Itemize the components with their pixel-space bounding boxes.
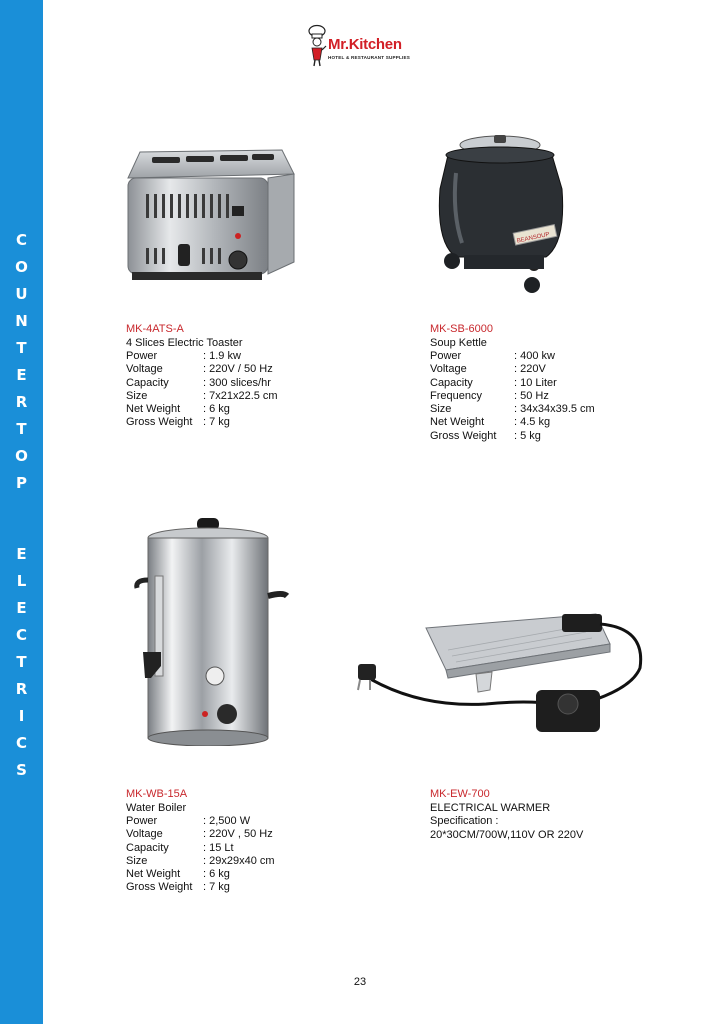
page-number: 23 — [353, 976, 367, 988]
spec-value: : 220V , 50 Hz — [203, 828, 273, 841]
spec-value: : 6 kg — [203, 868, 230, 881]
sidebar-letter: R — [15, 680, 28, 698]
spec-value: : 400 kw — [514, 350, 555, 362]
spec-label: Power — [126, 350, 158, 362]
spec-row — [126, 855, 275, 868]
spec-row — [126, 363, 278, 376]
sidebar-letter: R — [15, 393, 28, 411]
spec-label: Voltage — [126, 828, 163, 841]
spec-label: Gross Weight — [126, 881, 193, 894]
spec-value: : 7 kg — [203, 881, 230, 894]
spec-value: : 5 kg — [514, 429, 541, 442]
sidebar-letter: S — [16, 761, 27, 779]
sidebar-letter: P — [16, 474, 27, 492]
spec-table — [126, 350, 278, 430]
spec-row — [126, 416, 278, 429]
spec-label: Capacity — [430, 376, 473, 389]
spec-label: Power — [430, 350, 462, 362]
sidebar-letter: L — [16, 572, 27, 590]
spec-row — [430, 350, 595, 363]
product-electrical-warmer — [430, 788, 583, 842]
spec-label: Size — [126, 854, 148, 867]
spec-row — [430, 416, 595, 429]
spec-value: : 1.9 kw — [203, 350, 241, 362]
sidebar-letter: C — [15, 231, 27, 249]
sidebar-letter: O — [15, 447, 28, 465]
product-code: MK-SB-6000 — [430, 323, 493, 335]
spec-label: Size — [430, 403, 452, 416]
spec-value: : 4.5 kg — [514, 416, 551, 429]
spec-row — [126, 350, 278, 363]
brand-logo — [306, 24, 416, 68]
product-toaster — [126, 323, 278, 430]
logo-wordmark: Mr.Kitchen — [328, 36, 402, 53]
sidebar-letter: O — [15, 258, 28, 276]
toaster-image — [122, 144, 298, 284]
spec-label: Voltage — [430, 363, 467, 376]
spec-row — [126, 842, 275, 855]
spec-label: Voltage — [126, 363, 163, 376]
electrical-warmer-image — [356, 608, 666, 738]
spec-line: 20*30CM/700W,110V OR 220V — [430, 828, 584, 841]
spec-value: : 220V — [514, 363, 546, 376]
chef-mascot-icon — [306, 24, 328, 68]
sidebar-letter: E — [16, 599, 27, 617]
spec-label: Size — [126, 389, 148, 402]
spec-row — [430, 403, 595, 416]
sidebar-letter: C — [15, 734, 27, 752]
spec-value: : 7 kg — [203, 416, 230, 429]
sidebar-letter: C — [15, 626, 27, 644]
spec-value: : 2,500 W — [203, 815, 251, 827]
spec-label: Capacity — [126, 841, 169, 854]
spec-label: Net Weight — [126, 868, 181, 881]
product-name: 4 Slices Electric Toaster — [126, 336, 243, 349]
product-name: ELECTRICAL WARMER — [430, 801, 551, 814]
spec-value: : 220V / 50 Hz — [203, 363, 273, 376]
spec-label: Net Weight — [126, 403, 181, 416]
spec-label: Power — [126, 815, 158, 827]
spec-value: : 6 kg — [203, 403, 230, 416]
product-code: MK-WB-15A — [126, 788, 188, 800]
spec-table — [126, 815, 275, 895]
spec-row — [430, 390, 595, 403]
spec-value: : 7x21x22.5 cm — [203, 389, 278, 402]
water-boiler-image — [131, 516, 291, 746]
spec-label: Gross Weight — [126, 416, 193, 429]
logo-tagline: HOTEL & RESTAURANT SUPPLIES — [328, 55, 411, 60]
sidebar-letter: U — [15, 285, 28, 303]
spec-table — [430, 350, 595, 443]
product-code: MK-4ATS-A — [126, 323, 184, 335]
spec-label: Gross Weight — [430, 429, 497, 442]
spec-value: : 34x34x39.5 cm — [514, 403, 595, 416]
spec-row — [430, 430, 595, 443]
spec-value: : 50 Hz — [514, 389, 549, 402]
kettle-label: BEANSOUP — [516, 231, 551, 245]
product-code: MK-EW-700 — [430, 788, 490, 800]
spec-label: Capacity — [126, 376, 169, 389]
spec-row — [126, 377, 278, 390]
spec-label: Net Weight — [430, 416, 485, 429]
sidebar-letter: T — [16, 339, 27, 357]
sidebar-letter: T — [16, 420, 27, 438]
category-sidebar — [0, 0, 43, 1024]
sidebar-letter: I — [18, 707, 25, 725]
sidebar-letter: T — [16, 653, 27, 671]
spec-row — [126, 828, 275, 841]
spec-row — [126, 390, 278, 403]
spec-heading: Specification : — [430, 815, 499, 827]
soup-kettle-image — [434, 133, 574, 298]
product-water-boiler — [126, 788, 275, 895]
spec-row — [430, 363, 595, 376]
sidebar-letter: E — [16, 545, 27, 563]
product-soup-kettle — [430, 323, 595, 443]
spec-value: : 10 Liter — [514, 376, 557, 389]
product-name: Soup Kettle — [430, 336, 487, 349]
spec-value: : 300 slices/hr — [203, 376, 271, 389]
product-name: Water Boiler — [126, 801, 187, 814]
spec-label: Frequency — [430, 389, 482, 402]
spec-row — [430, 377, 595, 390]
spec-value: : 29x29x40 cm — [203, 854, 275, 867]
spec-row — [126, 815, 275, 828]
sidebar-letter: E — [16, 366, 27, 384]
spec-value: : 15 Lt — [203, 841, 234, 854]
sidebar-letter: N — [15, 312, 28, 330]
spec-row — [126, 403, 278, 416]
spec-row — [126, 881, 275, 894]
spec-row — [126, 868, 275, 881]
